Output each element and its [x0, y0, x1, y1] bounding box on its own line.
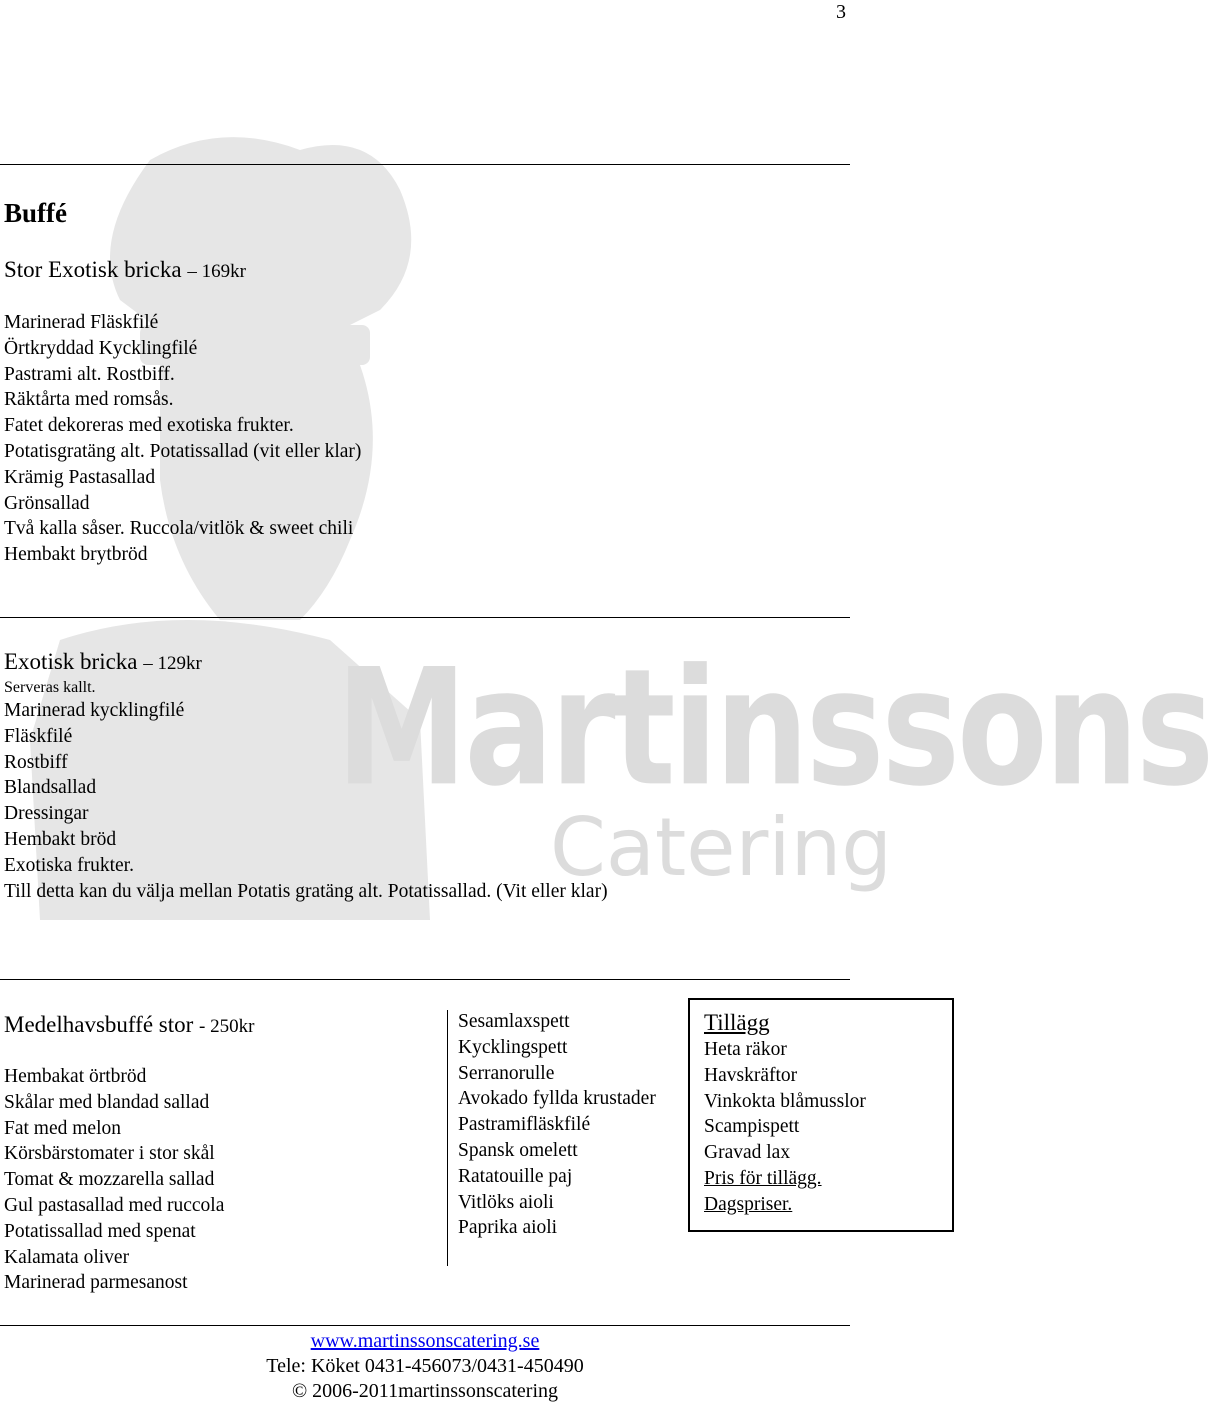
- list-item: Dressingar: [4, 803, 89, 825]
- list-item: Gul pastasallad med ruccola: [4, 1194, 225, 1216]
- tillagg-heading: Tillägg: [704, 1010, 770, 1035]
- list-item: Pastrami alt. Rostbiff.: [4, 363, 175, 385]
- list-item: Vinkokta blåmusslor: [704, 1090, 866, 1112]
- section-heading-medelhav: [4, 1011, 254, 1041]
- list-item: Fatet dekoreras med exotiska frukter.: [4, 415, 294, 437]
- section-price: – 169kr: [187, 261, 246, 282]
- page-number: 3: [836, 1, 846, 23]
- list-item: Rostbiff: [4, 751, 68, 773]
- list-item: Körsbärstomater i stor skål: [4, 1143, 215, 1165]
- list-item: Kalamata oliver: [4, 1246, 130, 1268]
- footer-website-line: [0, 1329, 850, 1354]
- footer-phone: Tele: Köket 0431-456073/0431-450490: [266, 1355, 584, 1377]
- list-item: Exotiska frukter.: [4, 854, 134, 876]
- section-items-list: [4, 698, 608, 904]
- section-price: – 129kr: [143, 653, 202, 674]
- list-item: Scampispett: [704, 1116, 800, 1138]
- section-items-list-middle: [458, 1009, 656, 1241]
- list-item: Potatissallad med spenat: [4, 1220, 196, 1242]
- footer-copyright: © 2006-2011martinssonscatering: [291, 1380, 559, 1402]
- list-item: Hembakt bröd: [4, 828, 117, 850]
- list-item: Vitlöks aioli: [458, 1191, 554, 1213]
- price-note: Pris för tillägg.: [704, 1167, 822, 1189]
- list-item: Avokado fyllda krustader: [458, 1088, 656, 1110]
- list-item: Gravad lax: [704, 1142, 791, 1164]
- list-item: Spansk omelett: [458, 1139, 578, 1161]
- list-item: Pastramifläskfilé: [458, 1114, 591, 1136]
- list-item: Till detta kan du välja mellan Potatis gratäng alt. Potatissallad. (Vit eller klar): [4, 880, 608, 902]
- list-item: Marinerad Fläskfilé: [4, 312, 159, 333]
- list-item: Potatisgratäng alt. Potatissallad (vit eller klar): [4, 440, 362, 462]
- section-name: Medelhavsbuffé stor: [4, 1012, 194, 1037]
- section-heading-stor-exotisk: [4, 256, 246, 286]
- list-item: Fläskfilé: [4, 725, 73, 747]
- column-divider: [447, 1010, 448, 1266]
- tillagg-list: [704, 1037, 866, 1218]
- divider: [0, 164, 850, 165]
- list-item: Serranorulle: [458, 1062, 555, 1084]
- list-item: Örtkryddad Kycklingfilé: [4, 337, 198, 359]
- divider: [0, 979, 850, 980]
- watermark-sub: Catering: [550, 801, 893, 894]
- list-item: Sesamlaxspett: [458, 1011, 570, 1032]
- list-item: Grönsallad: [4, 492, 90, 514]
- list-item: Marinerad kycklingfilé: [4, 700, 185, 721]
- list-item: Krämig Pastasallad: [4, 466, 156, 488]
- list-item: Heta räkor: [704, 1039, 787, 1060]
- list-item: Havskräftor: [704, 1064, 798, 1086]
- divider: [0, 617, 850, 618]
- section-items-list: [4, 310, 361, 568]
- list-item: Två kalla såser. Ruccola/vitlök & sweet chili: [4, 518, 354, 540]
- page-title: Buffé: [4, 198, 67, 228]
- list-item: Blandsallad: [4, 777, 97, 799]
- list-item: Ratatouille paj: [458, 1165, 573, 1187]
- list-item: Kycklingspett: [458, 1036, 568, 1058]
- divider: [0, 1325, 850, 1326]
- list-item: Tomat & mozzarella sallad: [4, 1169, 215, 1191]
- section-name: Exotisk bricka: [4, 649, 138, 674]
- list-item: Hembakat örtbröd: [4, 1066, 147, 1087]
- list-item: Räktårta med romsås.: [4, 389, 174, 411]
- list-item: Fat med melon: [4, 1117, 121, 1139]
- list-item: Skålar med blandad sallad: [4, 1091, 210, 1113]
- list-item: Paprika aioli: [458, 1217, 558, 1239]
- section-items-list: [4, 1064, 224, 1296]
- website-link[interactable]: www.martinssonscatering.se: [310, 1330, 540, 1352]
- watermark-brand: Martinssons: [336, 634, 1211, 823]
- price-note: Dagspriser.: [704, 1193, 793, 1215]
- list-item: Marinerad parmesanost: [4, 1272, 188, 1294]
- section-heading-exotisk: [4, 648, 202, 678]
- list-item: Hembakt brytbröd: [4, 544, 148, 566]
- section-name: Stor Exotisk bricka: [4, 257, 182, 282]
- serving-note: Serveras kallt.: [4, 679, 96, 696]
- section-price: - 250kr: [199, 1016, 255, 1037]
